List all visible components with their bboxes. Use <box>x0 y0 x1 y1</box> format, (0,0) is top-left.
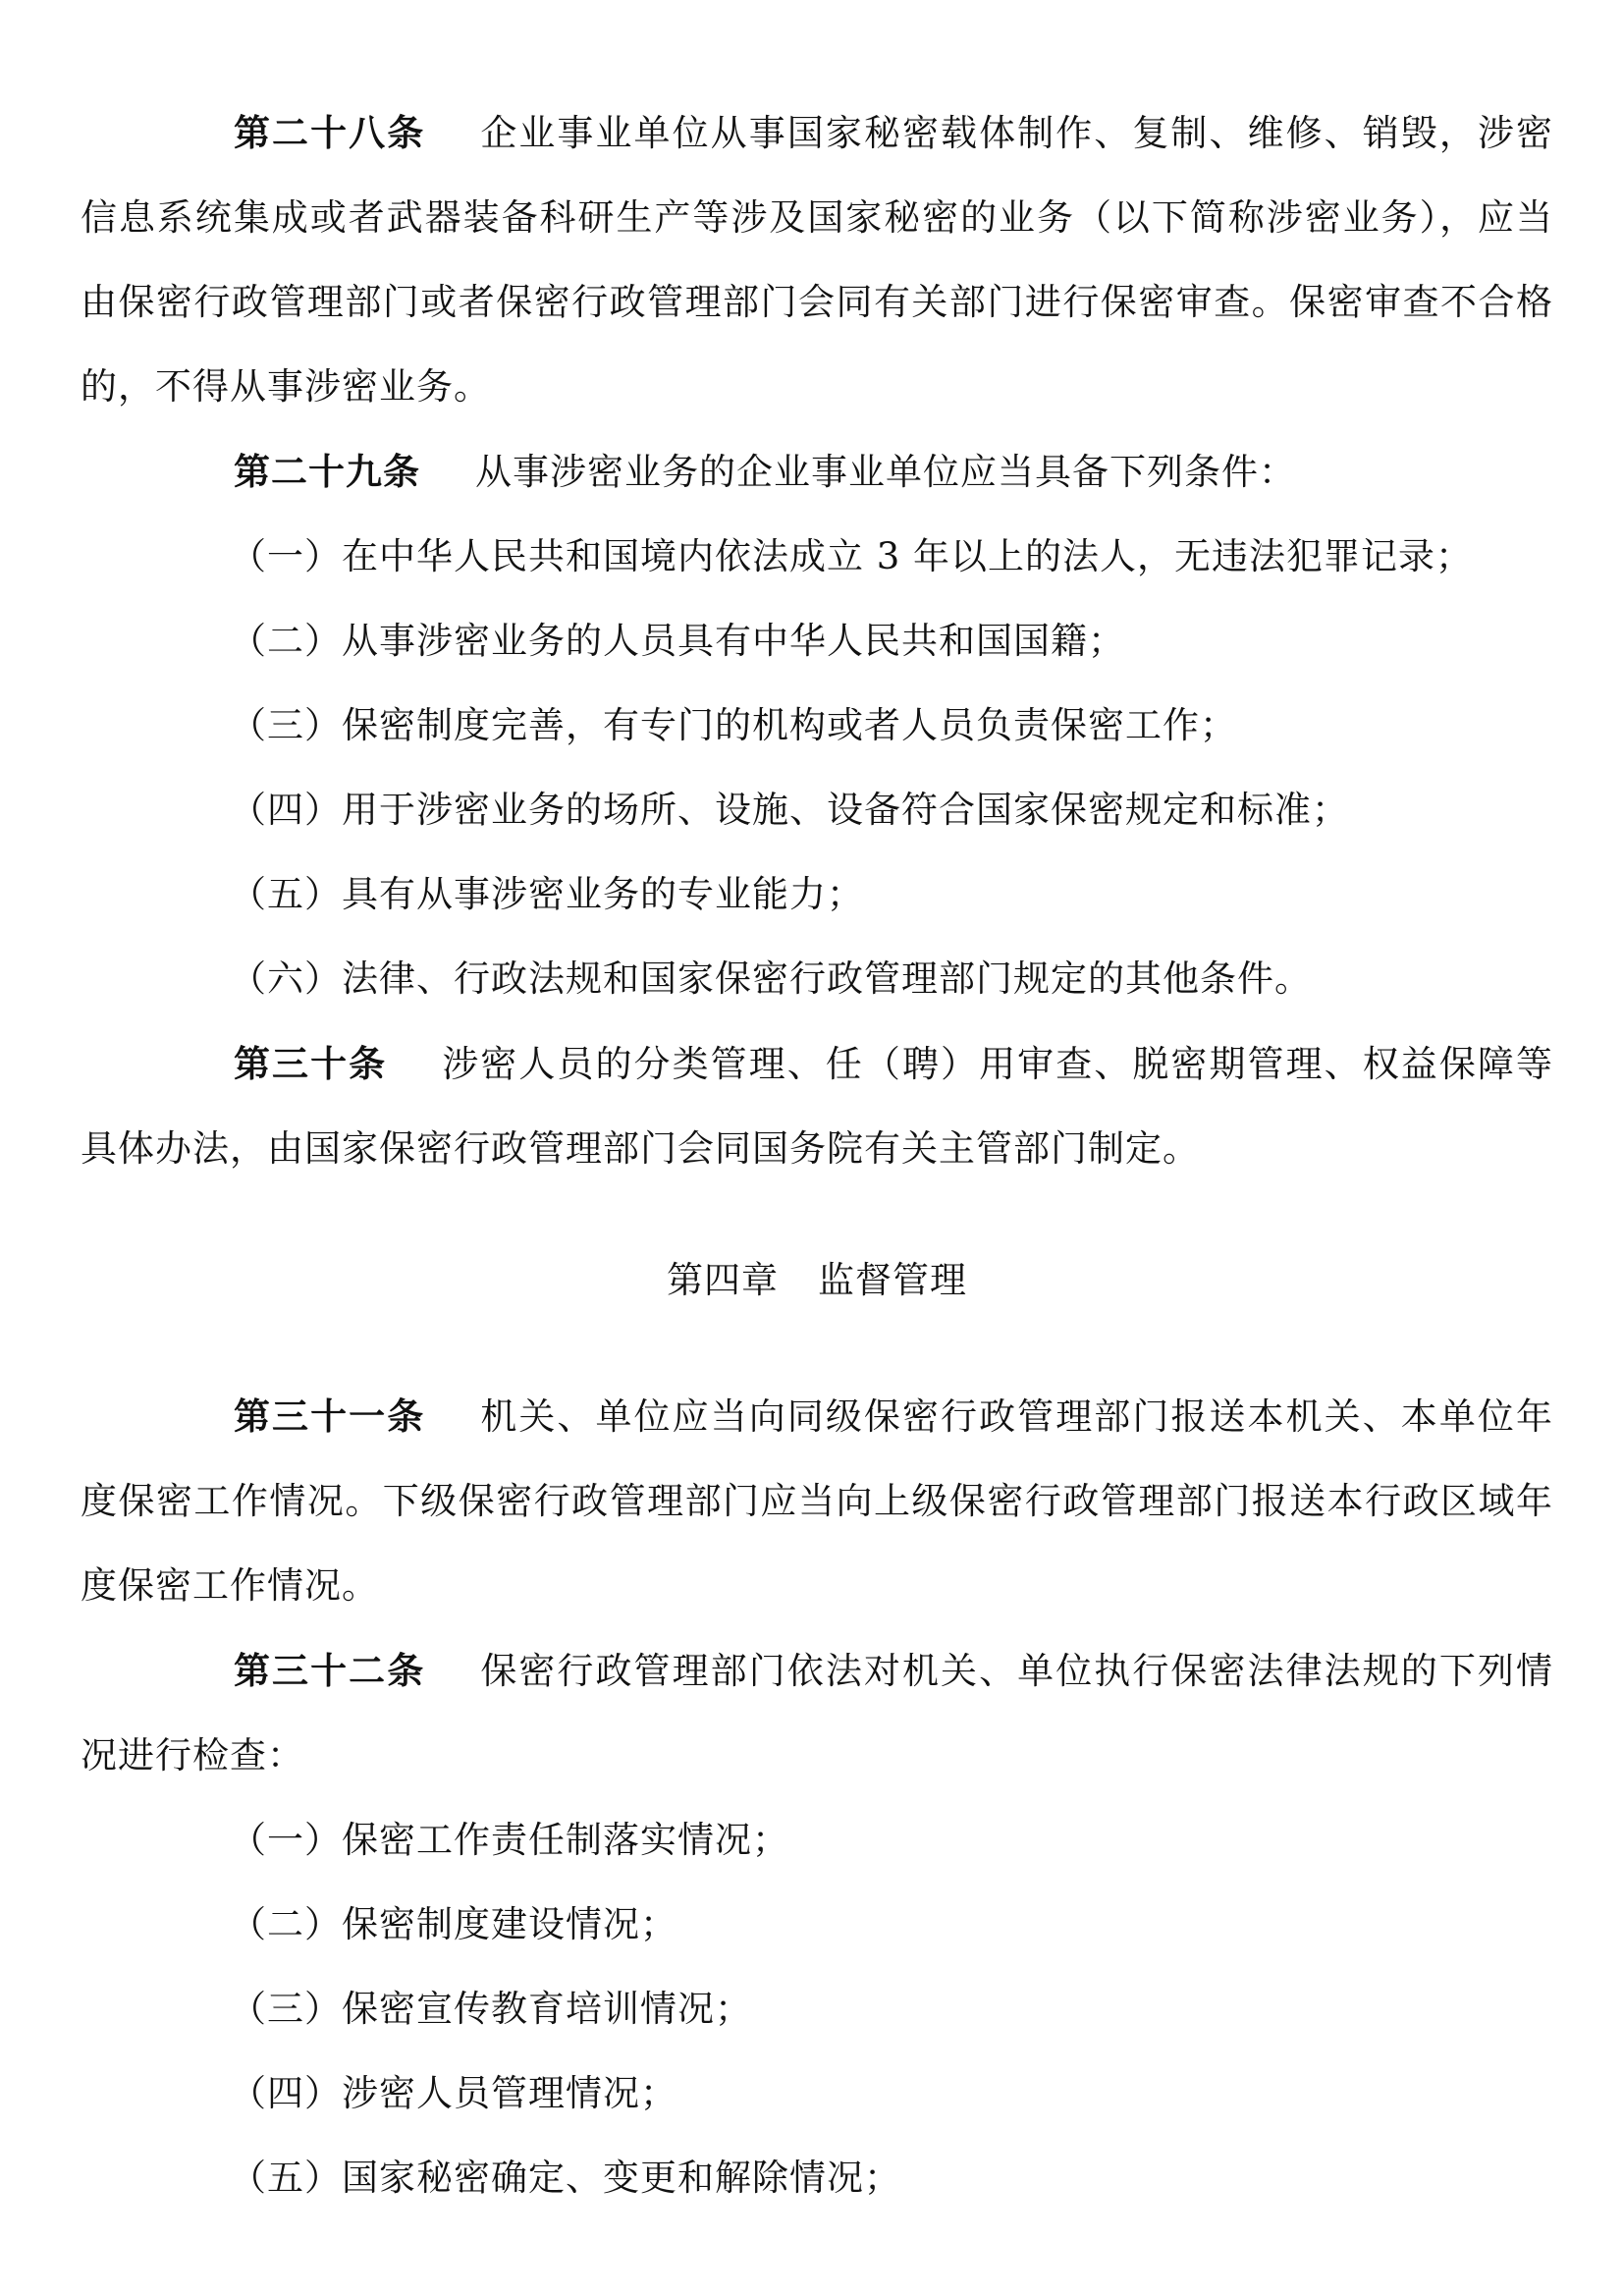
list-item: （一）保密工作责任制落实情况； <box>230 1819 789 1861</box>
list-item: （三）保密宣传教育培训情况； <box>230 1988 752 2030</box>
article-number: 第三十条 <box>234 1042 388 1085</box>
article-32 <box>81 1628 1553 1798</box>
article-number: 第三十二条 <box>234 1649 426 1692</box>
chapter-number: 第四章 <box>667 1259 779 1301</box>
list-item: （四）用于涉密业务的场所、设施、设备符合国家保密规定和标准； <box>230 789 1349 831</box>
list-item: （二）从事涉密业务的人员具有中华人民共和国国籍； <box>230 620 1125 662</box>
list-item: （五）国家秘密确定、变更和解除情况； <box>230 2157 901 2199</box>
article-text: 机关、单位应当向同级保密行政管理部门报送本机关、本单位年度保密工作情况。下级保密行政管理部门应当向上级保密行政管理部门报送本行政区域年度保密工作情况。 <box>81 1395 1553 1607</box>
list-item: （二）保密制度建设情况； <box>230 1903 677 1945</box>
article-text: 从事涉密业务的企业事业单位应当具备下列条件： <box>475 451 1296 493</box>
article-number: 第二十九条 <box>234 450 420 493</box>
article-number: 第二十八条 <box>234 111 426 154</box>
list-item: （一）在中华人民共和国境内依法成立 3 年以上的法人，无违法犯罪记录； <box>230 535 1474 577</box>
list-item: （三）保密制度完善，有专门的机构或者人员负责保密工作； <box>230 704 1237 746</box>
document-page <box>81 90 1553 2220</box>
chapter-heading <box>81 1238 1553 1323</box>
list-item: （六）法律、行政法规和国家保密行政管理部门规定的其他条件。 <box>230 957 1312 1000</box>
chapter-title: 监督管理 <box>818 1259 967 1301</box>
article-number: 第三十一条 <box>234 1394 426 1438</box>
article-31 <box>81 1374 1553 1628</box>
article-text: 涉密人员的分类管理、任（聘）用审查、脱密期管理、权益保障等具体办法，由国家保密行政管理部门会同国务院有关主管部门制定。 <box>81 1043 1553 1170</box>
article-29 <box>81 429 1553 515</box>
list-item: （五）具有从事涉密业务的专业能力； <box>230 873 864 915</box>
article-text: 企业事业单位从事国家秘密载体制作、复制、维修、销毁，涉密信息系统集成或者武器装备科研生产等涉及国家秘密的业务（以下简称涉密业务），应当由保密行政管理部门或者保密行政管理部门会同有关部门进行保密审查。保密审查不合格的，不得从事涉密业务。 <box>81 112 1553 408</box>
article-28 <box>81 90 1553 429</box>
list-item: （四）涉密人员管理情况； <box>230 2072 677 2114</box>
article-text: 保密行政管理部门依法对机关、单位执行保密法律法规的下列情况进行检查： <box>81 1650 1553 1777</box>
article-30 <box>81 1021 1553 1191</box>
